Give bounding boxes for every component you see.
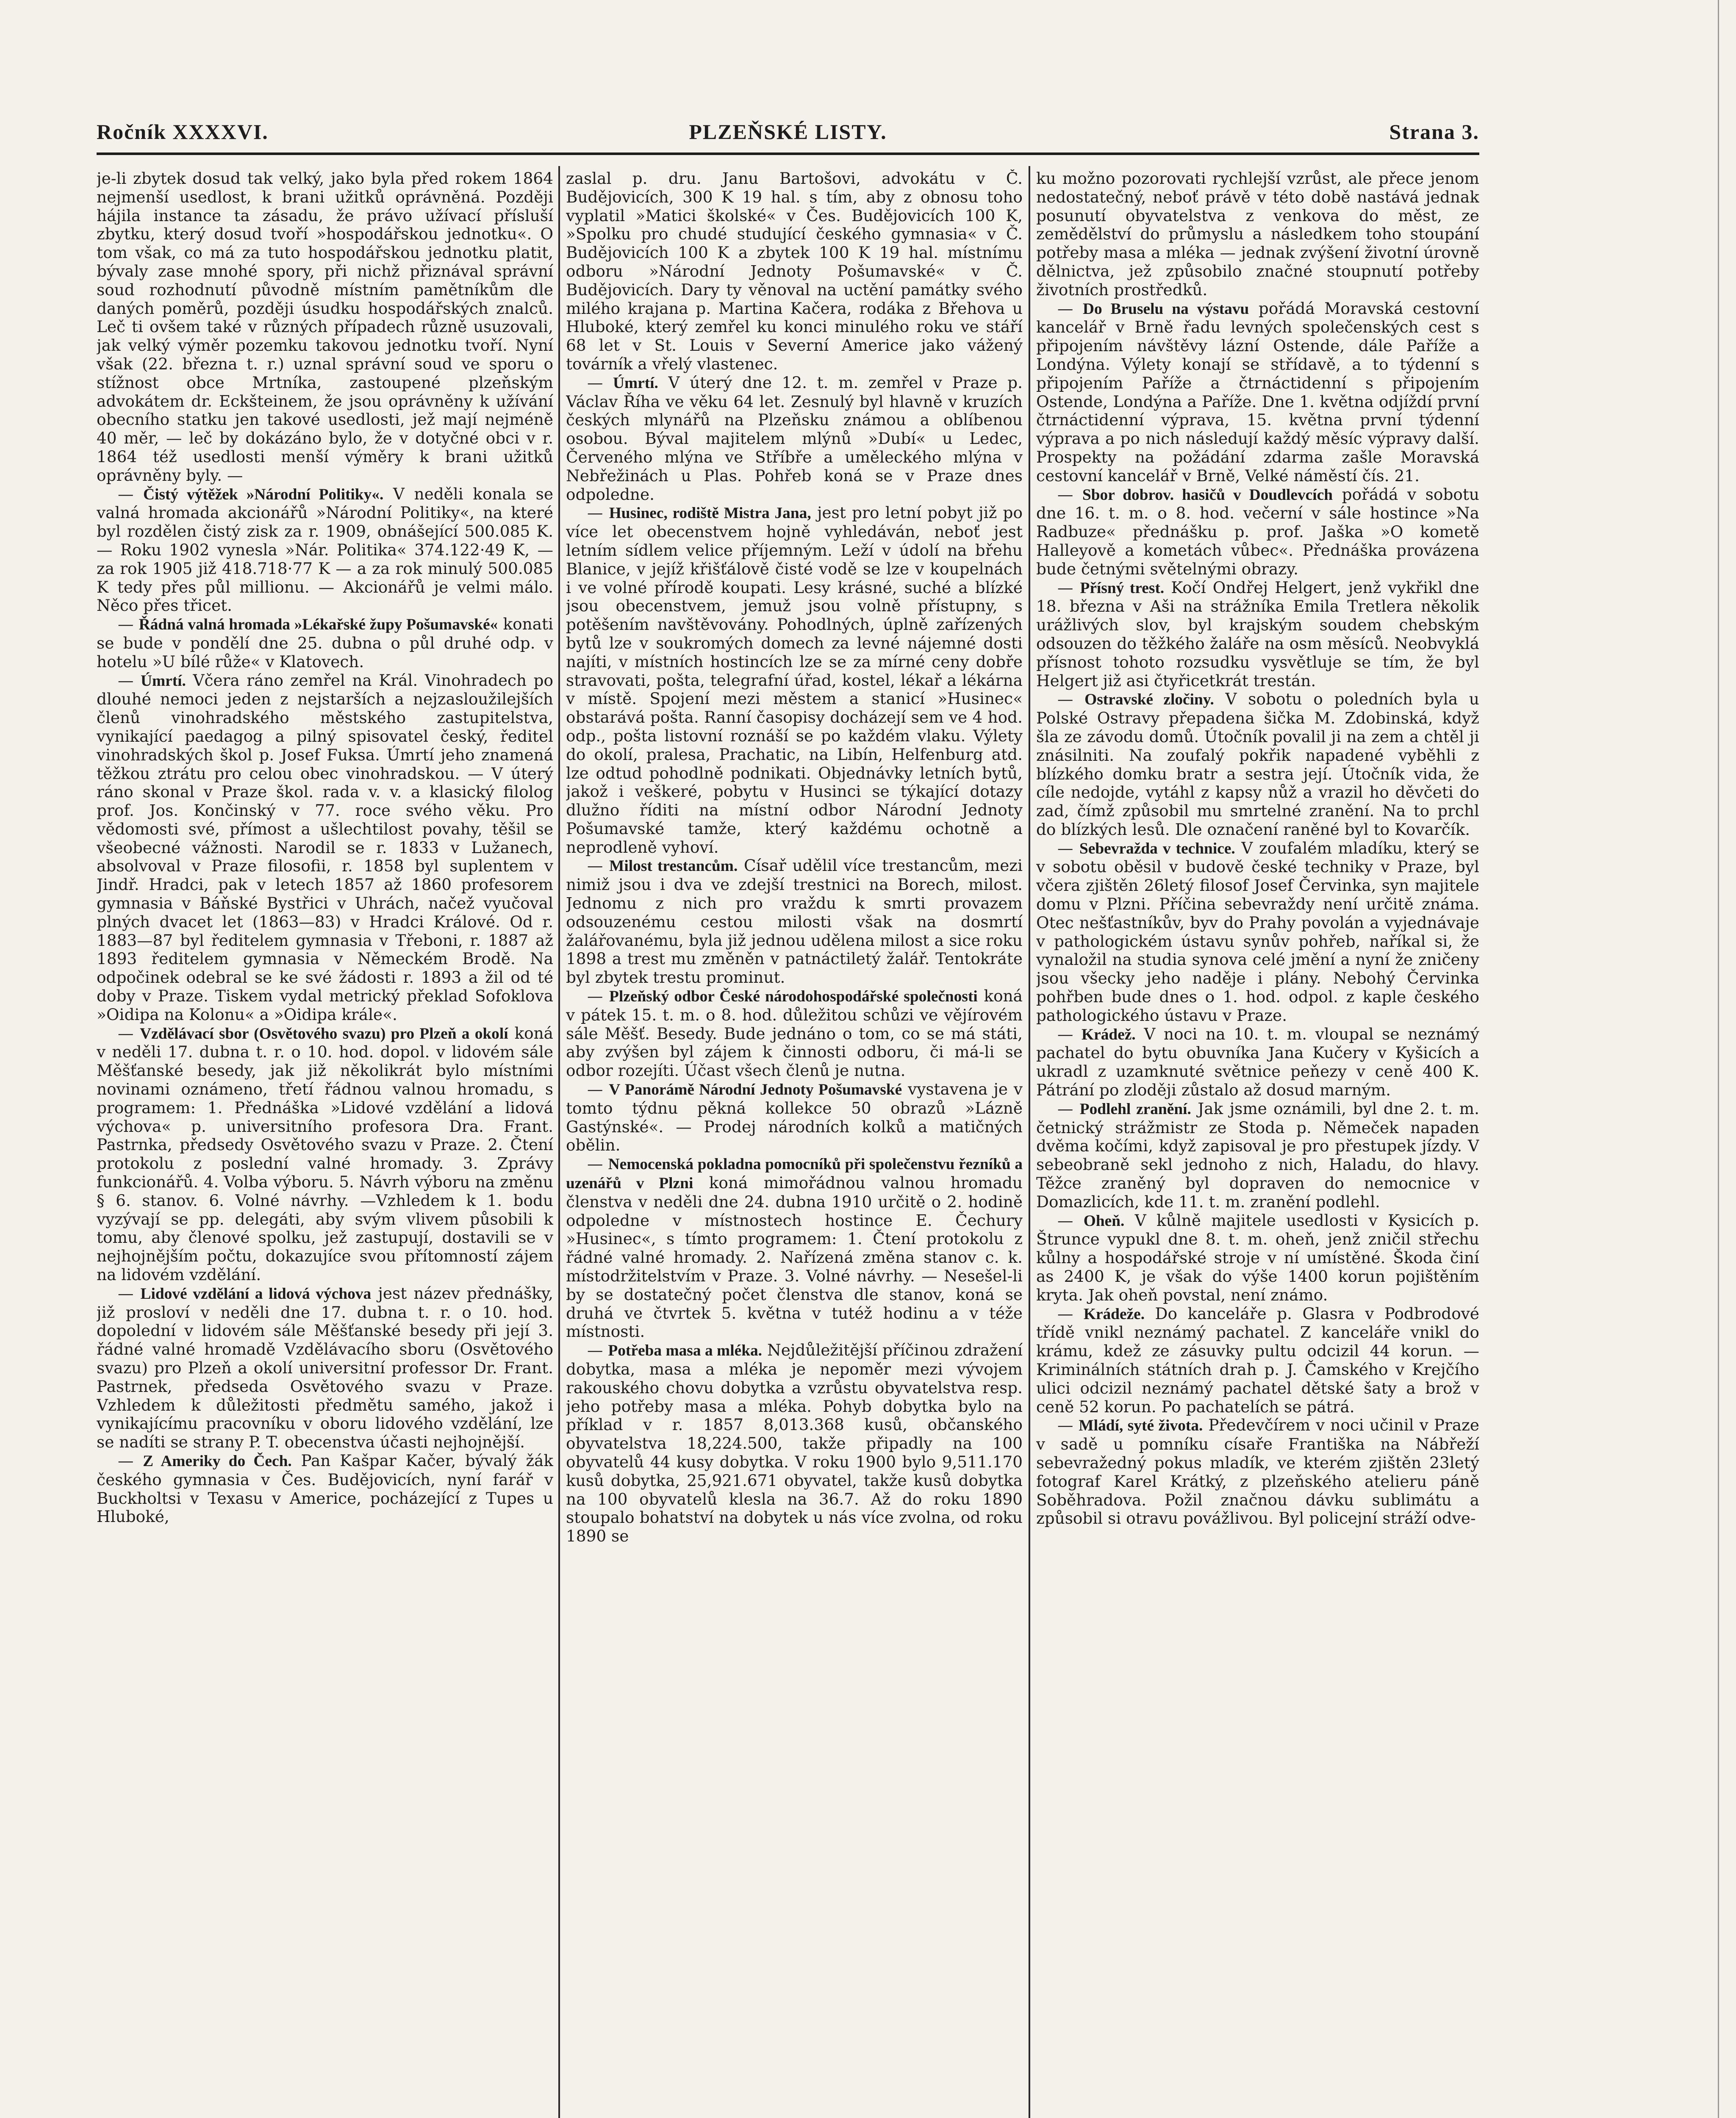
article-headline: Ostravské zločiny.	[1084, 691, 1214, 709]
article-paragraph	[566, 987, 1023, 1080]
article-text: Kočí Ondřej Helgert, jenž vykřikl dne 18. března v Aši na strážníka Emila Tretlera několik urážlivých slov, byl krajským soudem chebským odsouzen do těžkého žaláře na osm měsíců. Neobvyklá přísnost tohoto rozsudku vysvětluje se tím, že byl Helgert již asi čtyřicetkrát trestán.	[1036, 578, 1479, 690]
article-headline: Mládí, syté života.	[1079, 1417, 1203, 1435]
dash-marker: —	[1057, 1211, 1084, 1230]
article-headline: Plzeňský odbor České národohospodářské společnosti	[609, 988, 978, 1006]
article-paragraph	[1036, 839, 1479, 1025]
article-text: zaslal p. dru. Janu Bartošovi, advokátu v Č. Budějovicích, 300 K 19 hal. s tím, aby z obnosu toho vyplatil »Matici školské« v Čes. Budějovicích 100 K, »Spolku pro chudé studující českého gymnasia« v Č. Budějovicích 100 K a zbytek 100 K 19 hal. místnímu odboru »Národní Jednoty Pošumavské« v Č. Budějovicích. Dary ty věnoval na uctění památky svého milého krajana p. Martina Kačera, rodáka z Břehova u Hluboké, který zemřel ku konci minulého roku ve stáří 68 let v St. Louis v Severní Americe jako vážený továrník a vřelý vlastenec.	[566, 169, 1023, 373]
dash-marker: —	[118, 1451, 143, 1470]
article-headline: Sbor dobrov. hasičů v Doudlevcích	[1082, 486, 1333, 504]
article-headline: Úmrtí.	[613, 374, 658, 392]
article-headline: Potřeba masa a mléka.	[608, 1342, 763, 1360]
dash-marker: —	[1057, 485, 1082, 504]
article-text: Včera ráno zemřel na Král. Vinohradech po dlouhé nemoci jeden z nejstarších a nejzasloužilejších členů vinohradského městského zastupitelstva, vynikající paedagog a pilný spisovatel český, ředitel vinohradských škol p. Josef Fuksa. Úmrtí jeho znamená těžkou ztrátu pro celou obec vinohradskou. — V úterý ráno skonal v Praze škol. rada v. v. a klasický filolog prof. Jos. Končinský v 77. roce svého věku. Pro vědomosti své, přímost a ušlechtilost povahy, těšil se všeobecné vážnosti. Narodil se r. 1833 v Lužanech, absolvoval v Praze filosofii, r. 1858 byl suplentem v Jindř. Hradci, pak v letech 1857 až 1860 profesorem gymnasia v Báňské Bystřici v Uhrách, načež vyučoval plných dvacet let (1863—83) v Hradci Králové. Od r. 1883—87 byl ředitelem gymnasia v Třeboni, r. 1887 až 1893 ředitelem gymnasia v Německém Brodě. Na odpočinek odebral se ke své žádosti r. 1893 a žil od té doby v Praze. Tiskem vydal metrický překlad Sofoklova »Oidipa na Kolonu« a »Oidipa krále«.	[97, 671, 553, 1024]
article-paragraph	[97, 1024, 553, 1284]
article-headline: Nemocenská pokladna pomocníků při společenstvu řezníků a uzenářů v Plzni	[566, 1156, 1023, 1192]
article-paragraph	[566, 374, 1023, 504]
article-text: Pan Kašpar Kačer, bývalý žák českého gymnasia v Čes. Budějovicích, nyní farář v Buckholtsi v Texasu v Americe, pocházející z Tupes u Hluboké,	[97, 1451, 553, 1526]
article-text: V úterý dne 12. t. m. zemřel v Praze p. Václav Říha ve věku 64 let. Zesnulý byl hlavně v kruzích českých mlynářů na Plzeňsku známou a oblíbenou osobou. Býval majitelem mlýnů »Dubí« u Ledec, Červeného mlýna ve Stříbře a uměleckého mlýna v Nebřežinách u Plas. Pohřeb koná se v Praze dnes odpoledne.	[566, 373, 1023, 504]
article-text: Císař udělil více trestancům, mezi nimiž jsou i dva ve zdejší trestnici na Borech, milost. Jednomu z nich pro vraždu k smrti provazem odsouzenému cestou milosti však na dosmrtí žalářovanému, byla již jednou udělena milost a sice roku 1898 a trest mu změněn v patnáctiletý žalář. Tentokráte byl zbytek trestu prominut.	[566, 856, 1023, 987]
newspaper-title: PLZEŇSKÉ LISTY.	[689, 120, 887, 144]
article-text: V sobotu o poledních byla u Polské Ostravy přepadena šička M. Zdobinská, když šla ze závodu domů. Útočník povalil ji na zem a chtěl ji znásilniti. Na zoufalý pokřik napadené vyběhli z blízkého domku bratr a sestra její. Útočník vida, že cíle nedojde, vytáhl z kapsy nůž a vrazil ho děvčeti do zad, čímž způsobil mu smrtelné zranění. Na to prchl do blízkých lesů. Dle označení raněné byl to Kovarčík.	[1036, 690, 1479, 839]
dash-marker: —	[118, 1284, 141, 1303]
masthead	[97, 119, 1479, 153]
article-paragraph	[1036, 299, 1479, 485]
article-paragraph	[566, 1341, 1023, 1546]
article-paragraph	[1036, 485, 1479, 579]
article-paragraph	[97, 1284, 553, 1452]
article-headline: Přísný trest.	[1080, 579, 1165, 597]
article-headline: Úmrtí.	[140, 672, 186, 690]
article-paragraph	[566, 1080, 1023, 1155]
article-paragraph	[1036, 1211, 1479, 1305]
article-paragraph	[566, 169, 1023, 374]
article-text: konati se bude v pondělí dne 25. dubna o půl druhé odp. v hotelu »U bílé růže« v Klatovech.	[97, 615, 553, 671]
article-paragraph	[1036, 690, 1479, 839]
dash-marker: —	[1057, 578, 1080, 597]
article-paragraph	[97, 671, 553, 1024]
dash-marker: —	[118, 484, 143, 503]
article-text: V zoufalém mladíku, který se v sobotu oběsil v budově české techniky v Praze, byl včera zjištěn 26letý filosof Josef Červinka, syn majitele domu v Plzni. Příčina sebevraždy není určitě známa. Otec nešťastníkův, byv do Prahy povolán a vyjednávaje v pathologickém ústavu synův pohřeb, naříkal si, že vynaložil na studia synova celé jmění a nyní že zničeny jsou všecky jeho naděje i plány. Nebohý Červinka pohřben bude dnes o 1. hod. odpol. z kaple českého pathologického ústavu v Praze.	[1036, 838, 1479, 1025]
article-paragraph	[1036, 1025, 1479, 1100]
article-paragraph	[97, 615, 553, 671]
dash-marker: —	[118, 671, 141, 690]
article-headline: Milost trestancům.	[609, 857, 738, 875]
page-edge-line	[1718, 0, 1719, 2118]
dash-marker: —	[587, 987, 610, 1006]
article-paragraph	[1036, 579, 1479, 690]
article-headline: Husinec, rodiště Mistra Jana,	[609, 505, 811, 522]
article-headline: Lidové vzdělání a lidová výchova	[140, 1285, 372, 1303]
dash-marker: —	[587, 856, 610, 875]
article-paragraph	[97, 1452, 553, 1526]
volume-label: Ročník XXXXVI.	[97, 120, 269, 144]
article-text: pořádá Moravská cestovní kancelář v Brně řadu levných společenských cest s připojením návštěvy lázní Ostende, dále Paříže a Londýna. Výlety konají se střídavě, a to týdenní s připojením Paříže a čtrnáctidenní s připojením Ostende, Londýna a Paříže. Dne 1. května odjíždí první čtrnáctidenní výprava, 15. května první týdenní výprava a po nich následují každý měsíc výpravy další. Prospekty na požádání zdarma zašle Moravská cestovní kancelář v Brně, Velké náměstí čís. 21.	[1036, 299, 1479, 485]
page-number: Strana 3.	[1389, 120, 1479, 144]
article-headline: Sebevražda v technice.	[1079, 840, 1235, 857]
article-text: Nejdůležitější příčinou zdražení dobytka, masa a mléka je nepoměr mezi vývojem rakouského chovu dobytka a vzrůstu obyvatelstva resp. jeho potřeby masa a mléka. Pohyb dobytka bylo na příklad v r. 1857 8,013.368 kusů, občanského obyvatelstva 18,224.500, takže připadly na 100 obyvatelů 44 kusy dobytka. V roku 1900 bylo 9,511.170 kusů dobytka, 25,921.671 obyvatel, takže kusů dobytka na 100 obyvatelů klesla na 36.7. Až do roku 1890 stoupalo bohatství na dobytek u nás více zvolna, od roku 1890 se	[566, 1341, 1023, 1546]
column-3	[1036, 169, 1479, 2118]
column-1	[97, 169, 553, 2118]
dash-marker: —	[1057, 1024, 1082, 1043]
article-text: vystavena je v tomto týdnu pěkná kollekce 50 obrazů »Lázně Gastýnské«. — Prodej národních kolků a matičných obělin.	[566, 1080, 1023, 1155]
dash-marker: —	[118, 1023, 140, 1042]
article-headline: Řádná valná hromada »Lékařské župy Pošumavské«	[139, 616, 498, 634]
article-headline: V Panorámě Národní Jednoty Pošumavské	[609, 1081, 902, 1099]
dash-marker: —	[118, 615, 139, 634]
article-paragraph	[97, 485, 553, 615]
article-text: Jak jsme oznámili, byl dne 2. t. m. četnický strážmistr ze Stoda p. Němeček napaden dvěma kočími, když zapisoval je pro přestupek jízdy. V sebeobraně sekl jednoho z nich, Haladu, do hlavy. Těžce zraněný byl dopraven do nemocnice v Domazlicích, kde 11. t. m. zranění podlehl.	[1036, 1099, 1479, 1211]
article-paragraph	[566, 504, 1023, 857]
dash-marker: —	[1057, 1099, 1080, 1118]
dash-marker: —	[1057, 1304, 1084, 1323]
dash-marker: —	[1057, 838, 1079, 857]
article-text: koná v pátek 15. t. m. o 8. hod. důležitou schůzi ve vějírovém sále Měšť. Besedy. Bude jednáno o tom, co se má státi, aby zvýšen byl zájem k činnosti odboru, či má-li se odbor rozejíti. Účast všech členů je nutna.	[566, 987, 1023, 1080]
article-text: Do kanceláře p. Glasra v Podbrodové třídě vnikl neznámý pachatel. Z kanceláře vnikl do krámu, kdež ze zásuvky pultu odcizil 44 korun. — Kriminálních státních drah p. J. Čamského v Krejčího ulici odcizil neznámý pachatel dětské šaty a brož v ceně 52 korun. Po pachatelích se pátrá.	[1036, 1304, 1479, 1416]
article-text: pořádá v sobotu dne 16. t. m. o 8. hod. večerní v sále hostince »Na Radbuze« přednášku p. prof. Jaška »O kometě Halleyově a kometách vůbec«. Přednáška provázena bude četnými světelnými obrazy.	[1036, 485, 1479, 578]
article-headline: Vzdělávací sbor (Osvětového svazu) pro Plzeň a okolí	[140, 1025, 508, 1042]
dash-marker: —	[1057, 1416, 1079, 1435]
header-rule	[97, 152, 1479, 155]
dash-marker: —	[587, 373, 613, 392]
column-2	[566, 169, 1023, 2118]
article-paragraph	[97, 169, 553, 485]
article-headline: Krádež.	[1082, 1026, 1136, 1043]
article-headline: Z Ameriky do Čech.	[143, 1452, 292, 1470]
article-paragraph	[1036, 1100, 1479, 1211]
dash-marker: —	[587, 503, 609, 522]
article-headline: Podlehl zranění.	[1079, 1100, 1191, 1118]
article-text: V kůlně majitele usedlosti v Kysicích p. Štrunce vypukl dne 8. t. m. oheň, jenž zničil střechu kůlny a hospodářské stroje v ní umístěné. Škoda činí as 2400 K, je však do výše 1400 korun pojištěním kryta. Jak oheň povstal, není známo.	[1036, 1211, 1479, 1304]
article-text: ku možno pozorovati rychlejší vzrůst, ale přece jenom nedostatečný, neboť právě v této době nastává jednak posunutí obyvatelstva z venkova do měst, ze zemědělství do průmyslu a následkem toho stoupání potřeby masa a mléka — jednak zvýšení životní úrovně dělnictva, jež způsobilo značné stoupnutí potřeby životních prostředků.	[1036, 169, 1479, 299]
dash-marker: —	[1057, 690, 1085, 709]
article-paragraph	[1036, 1416, 1479, 1528]
column-divider	[1029, 166, 1030, 2118]
column-divider	[558, 166, 560, 2118]
dash-marker: —	[587, 1080, 609, 1099]
article-text: jest pro letní pobyt již po více let obecenstvem hojně vyhledáván, neboť jest letním sídlem velice příjemným. Leží v údolí na břehu Blanice, v jejíž křišťálově čisté vodě se lze v koupelnách i ve volné přírodě koupati. Lesy krásné, suché a blízké jsou obecenstvem, jemuž jsou volně přístupny, s potěšením navštěvovány. Pohodlných, úplně zařízených bytů lze v soukromých domech za levné nájemné dosti najíti, v místních hostincích lze se za mírné ceny dobře stravovati, pošta, telegrafní úřad, kostel, lékař a lékárna v místě. Spojení mezi městem a stanicí »Husinec« obstarává pošta. Ranní časopisy docházejí sem ve 4 hod. odp., pošta listovní roznáší se po každém vlaku. Výlety do okolí, pralesa, Prachatic, na Libín, Helfenburg atd. lze odtud pohodlně podnikati. Objednávky letních bytů, jakož i veškeré, pobytu v Husinci se týkající dotazy dlužno říditi na místní odbor Národní Jednoty Pošumavské tamže, který každému ochotně a neprodleně vyhoví.	[566, 503, 1023, 857]
article-headline: Do Bruselu na výstavu	[1082, 300, 1249, 318]
article-headline: Krádeže.	[1083, 1305, 1145, 1323]
article-text: koná mimořádnou valnou hromadu členstva v neděli dne 24. dubna 1910 určitě o 2. hodině odpoledne v místnostech hostince E. Čechury »Husinec«, s tímto programem: 1. Čtení protokolu z řádné valné hromady. 2. Nařízená změna stanov c. k. místodržitelstvím v Praze. 3. Volné návrhy. — Nesešel-li by se dostatečný počet členstva dle stanov, koná se druhá ve čtvrtek 5. května v tutéž hodinu a v téže místnosti.	[566, 1173, 1023, 1341]
article-paragraph	[1036, 169, 1479, 299]
dash-marker: —	[587, 1341, 608, 1360]
article-paragraph	[566, 857, 1023, 987]
article-text: Předevčírem v noci učinil v Praze v sadě u pomníku císaře Františka na Nábřeží sebevražedný pokus mladík, ve kterém zjištěn 23letý fotograf Karel Krátký, z plzeňského atelieru páně Soběhradova. Požil značnou dávku sublimátu a způsobil si otravu povážlivou. Byl policejní stráží odve-	[1036, 1416, 1479, 1528]
article-headline: Čistý výtěžek »Národní Politiky«.	[143, 485, 384, 503]
article-text: V neděli konala se valná hromada akcionářů »Národní Politiky«, na které byl rozdělen čistý zisk za r. 1909, obnášející 500.085 K. — Roku 1902 vynesla »Nár. Politika« 374.122·49 K, — za rok 1905 již 418.718·77 K — a za rok minulý 500.085 K tedy přes půl millionu. — Akcionářů je velmi málo. Něco přes třicet.	[97, 484, 553, 615]
article-text: je-li zbytek dosud tak velký, jako byla před rokem 1864 nejmenší usedlost, k brani užitků oprávněná. Později hájila instance ta zásadu, že právo užívací přísluší zbytku, který dosud tvoří »hospodářskou jednotku«. O tom však, co má za tuto hospodářskou jednotku platit, bývaly zase mnohé spory, při nichž přiznával správní soud rozhodnutí původně místním pamětníkům dle daných poměrů, později úsudku hospodářských znalců. Leč ti ovšem také v různých případech různě usuzovali, jak velký výměr pozemku takovou jednotku tvoří. Nyní však (22. března t. r.) uznal správní soud ve sporu o stížnost obce Mrtníka, zastoupené plzeňským advokátem dr. Eckšteinem, že jsou oprávněny k užívání obecního statku jen takové usedlosti, jež mají nejméně 40 měr, — leč by dokázáno bylo, že v dotyčné obci v r. 1864 též usedlosti menší výměry k brani užitků oprávněny byly. —	[97, 169, 553, 485]
article-headline: Oheň.	[1083, 1212, 1125, 1230]
article-text: jest název přednášky, již prosloví v neděli dne 17. dubna t. r. o 10. hod. dopolední v lidovém sále Měšťanské besedy při její 3. řádné valné hromadě Vzdělávacího sboru (Osvětového svazu) pro Plzeň a okolí universitní professor Dr. Frant. Pastrnek, předseda Osvětového svazu v Praze. Vzhledem k důležitosti předmětu samého, jakož i vynikajícímu pracovníku v oboru lidového vzdělání, lze se nadíti se strany P. T. obecenstva účasti nejhojnější.	[97, 1284, 553, 1452]
article-text: V noci na 10. t. m. vloupal se neznámý pachatel do bytu obuvníka Jana Kučery v Kyšicích a ukradl z uzamknuté světnice peňezy v ceně 400 K. Pátrání po zloději zůstalo až dosud marným.	[1036, 1024, 1479, 1100]
dash-marker: —	[1057, 299, 1083, 318]
dash-marker: —	[587, 1154, 608, 1173]
article-paragraph	[1036, 1305, 1479, 1417]
article-paragraph	[566, 1155, 1023, 1341]
article-text: koná v neděli 17. dubna t. r. o 10. hod. dopol. v lidovém sále Měšťanské besedy, jak již několikrát bylo místními novinami oznámeno, třetí řádnou valnou hromadu, s programem: 1. Přednáška »Lidové vzdělání a lidová výchova« p. universitního profesora Dra. Frant. Pastrnka, předsedy Osvětového svazu v Praze. 2. Čtení protokolu z poslední valné hromady. 3. Zprávy funkcionářů. 4. Volba výboru. 5. Návrh výboru na změnu § 6. stanov. 6. Volné návrhy. —Vzhledem k 1. bodu vyzývají se pp. delegáti, aby svým vlivem působili k tomu, aby členové spolku, jež zastupují, dostavili se v nejhojnějším počtu, dokazujíce svou přítomností zájem na lidovém vzdělání.	[97, 1023, 553, 1284]
